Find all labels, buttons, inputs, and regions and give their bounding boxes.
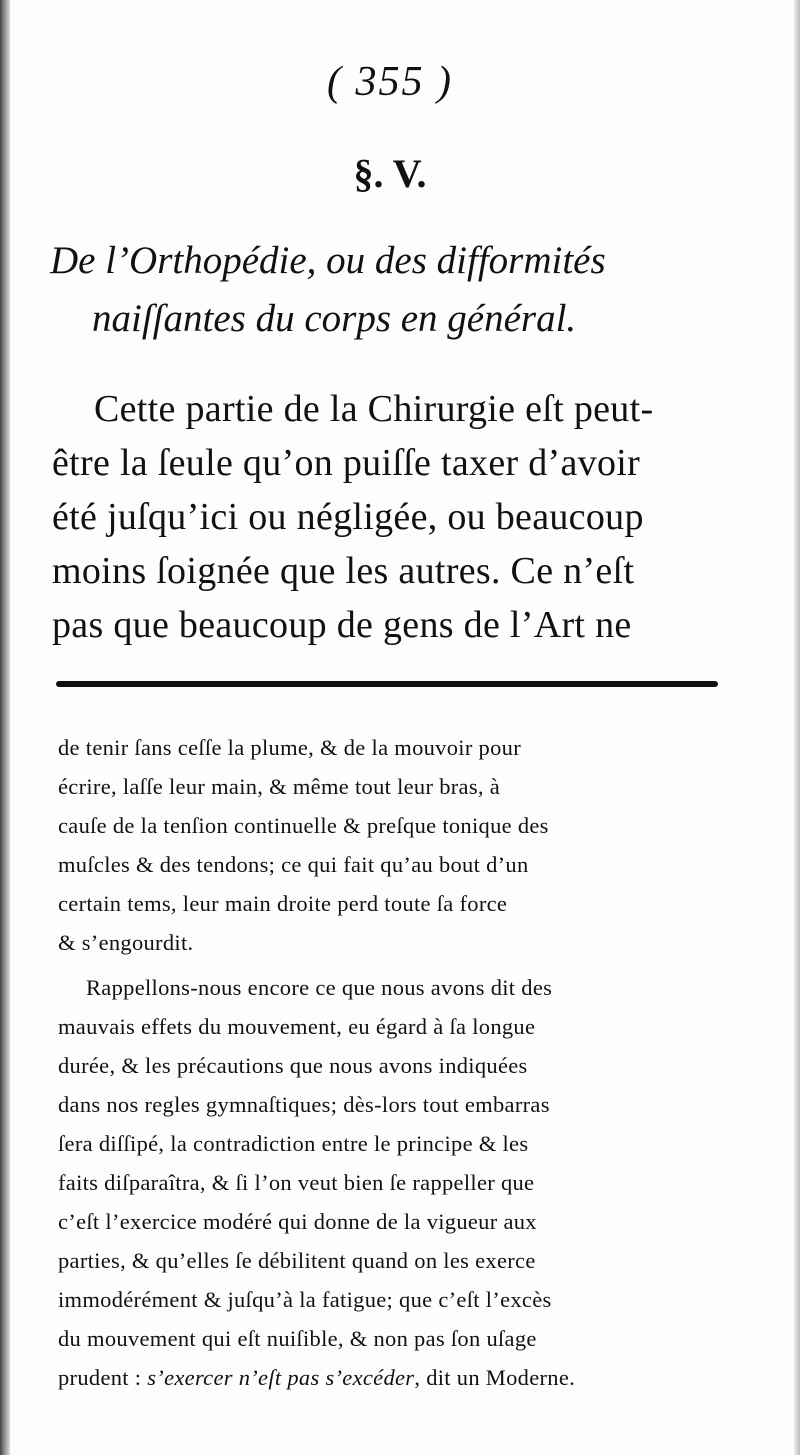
body-text — [58, 728, 748, 1397]
italic-quote: s’exercer n’eſt pas s’excéder — [147, 1365, 415, 1390]
heading-line-1: De l’Orthopédie, ou des difformités — [50, 239, 606, 282]
body-line: cauſe de la tenſion continuelle & preſque tonique des — [58, 813, 549, 838]
heading-line-2: naiſſantes du corps en général. — [92, 297, 577, 340]
page-number: ( 355 ) — [327, 59, 453, 105]
body-line: mauvais effets du mouvement, eu égard à ſa longue — [58, 1014, 536, 1039]
body-line: muſcles & des tendons; ce qui fait qu’au bout d’un — [58, 852, 529, 877]
body-line: parties, & qu’elles ſe débilitent quand on les exerce — [58, 1248, 536, 1273]
intro-line: être la ſeule qu’on puiſſe taxer d’avoir — [52, 442, 641, 484]
horizontal-divider — [56, 681, 718, 687]
body-line: & s’engourdit. — [58, 930, 194, 955]
intro-line: moins ſoignée que les autres. Ce n’eſt — [52, 550, 635, 592]
body-line: immodérément & juſqu’à la fatigue; que c’eſt l’excès — [58, 1287, 552, 1312]
intro-line: Cette partie de la Chirurgie eſt peut- — [94, 388, 654, 430]
body-line: durée, & les précautions que nous avons indiquées — [58, 1053, 528, 1078]
page-edge-shadow-left — [0, 0, 10, 1455]
body-line: du mouvement qui eſt nuiſible, & non pas ſon uſage — [58, 1326, 537, 1351]
last-line-start: prudent : — [58, 1365, 148, 1390]
last-line-end: , dit un Moderne. — [414, 1365, 576, 1390]
body-line: de tenir ſans ceſſe la plume, & de la mouvoir pour — [58, 735, 521, 760]
section-heading — [50, 232, 750, 348]
body-line: Rappellons-nous encore ce que nous avons dit des — [86, 975, 553, 1000]
body-line: faits diſparaîtra, & ſi l’on veut bien ſe rappeller que — [58, 1170, 535, 1195]
body-line: écrire, laſſe leur main, & même tout leur bras, à — [58, 774, 501, 799]
body-line: c’eſt l’exercice modéré qui donne de la vigueur aux — [58, 1209, 537, 1234]
intro-line: pas que beaucoup de gens de l’Art ne — [52, 604, 632, 646]
intro-line: été juſqu’ici ou négligée, ou beaucoup — [52, 496, 644, 538]
intro-paragraph — [52, 382, 732, 652]
section-number: §. V. — [353, 151, 427, 196]
body-line: dans nos regles gymnaſtiques; dès-lors tout embarras — [58, 1092, 550, 1117]
body-line-last — [58, 1358, 748, 1397]
body-line: ſera diſſipé, la contradiction entre le principe & les — [58, 1131, 529, 1156]
page-edge-shadow-right — [794, 0, 800, 1455]
body-line: certain tems, leur main droite perd toute ſa force — [58, 891, 508, 916]
